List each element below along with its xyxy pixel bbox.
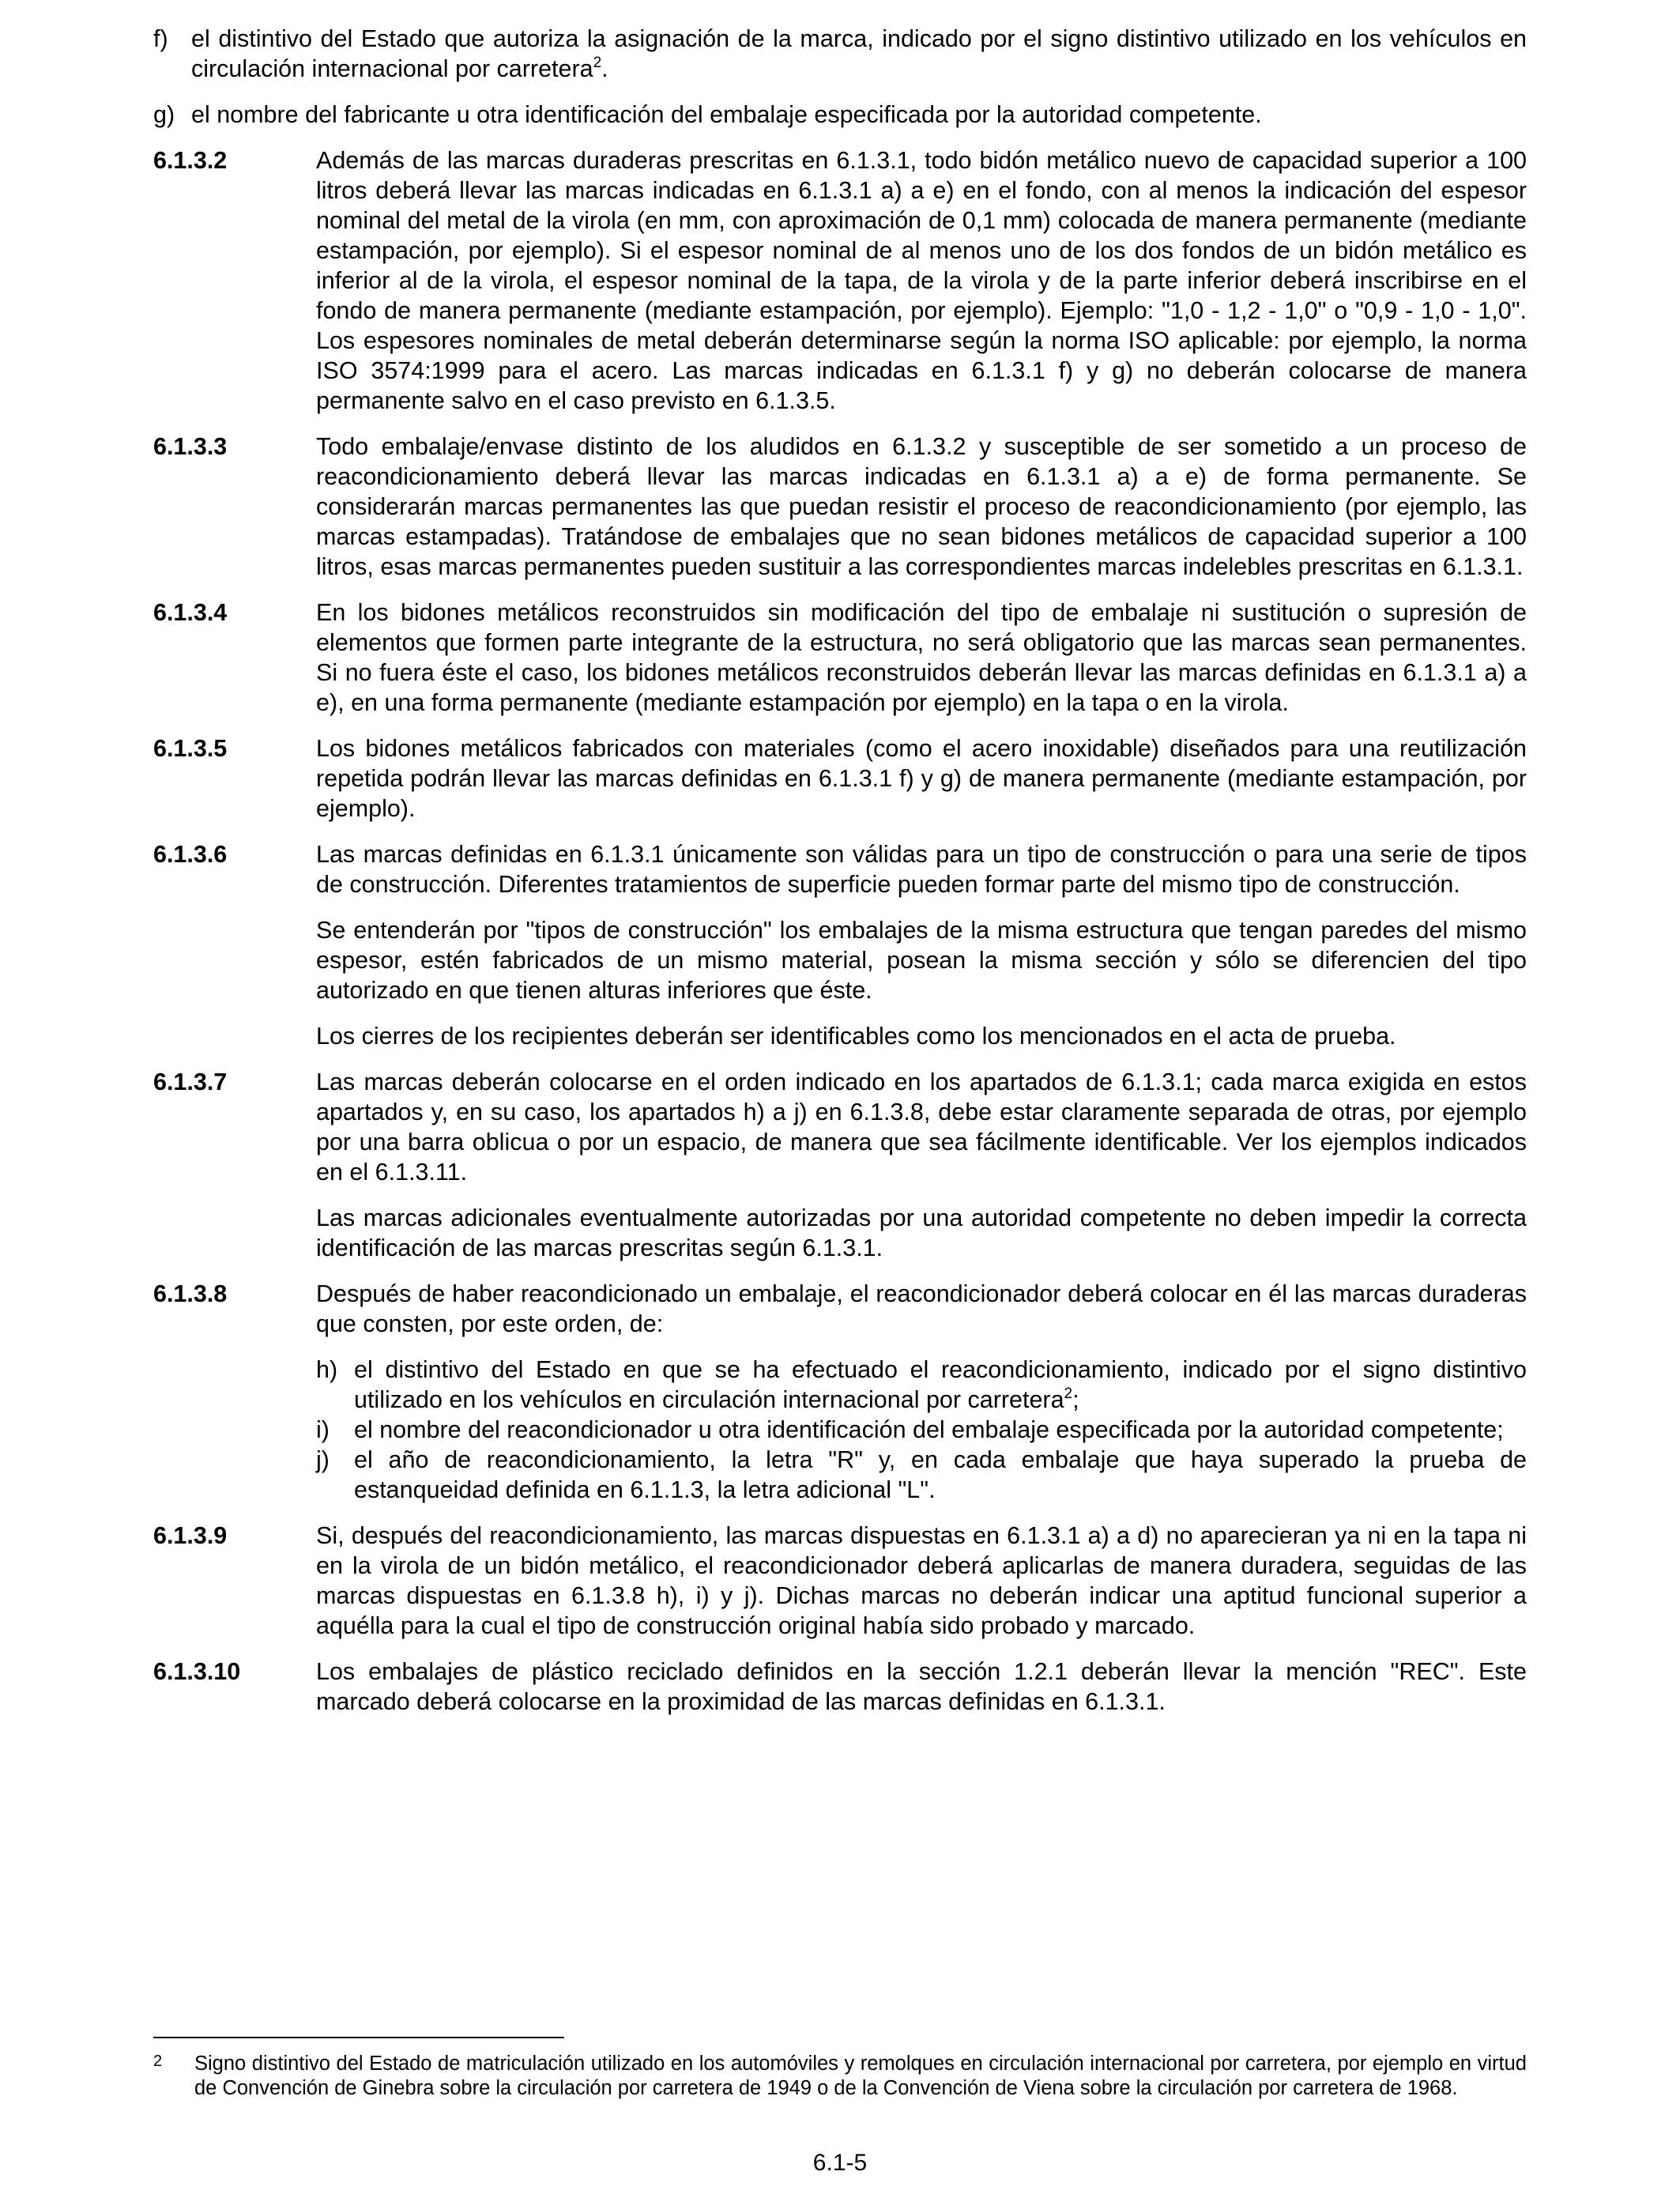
list-item-f xyxy=(153,24,1527,84)
section-6-1-3-2 xyxy=(153,145,1527,416)
section-number: 6.1.3.2 xyxy=(153,147,228,174)
paragraph: Las marcas deberán colocarse en el orden indicado en los apartados de 6.1.3.1; cada marca exigida en estos apartados y, en su caso, los apartados h) a j) en 6.1.3.8, debe estar claramente separada de otras, por ejemplo por una barra oblicua o por un espacio, de manera que sea fácilmente identificable. Ver los ejemplos indicados en el 6.1.3.11. xyxy=(316,1069,1527,1186)
item-text: el año de reacondicionamiento, la letra "R" y, en cada embalaje que haya superado la prueba de estanqueidad definida en 6.1.1.3, la letra adicional "L". xyxy=(354,1446,1527,1503)
paragraph: Las marcas definidas en 6.1.3.1 únicamente son válidas para un tipo de construcción o para una serie de tipos de construcción. Diferentes tratamientos de superficie pueden formar parte del mismo tipo de construcción. xyxy=(316,841,1527,898)
footnote-number: 2 xyxy=(153,2053,163,2070)
section-6-1-3-4 xyxy=(153,598,1527,718)
footnote xyxy=(153,2052,1527,2101)
item-tail: . xyxy=(601,55,608,82)
item-text: el nombre del reacondicionador u otra identificación del embalaje especificada por la autoridad competente; xyxy=(354,1416,1504,1443)
paragraph: Los cierres de los recipientes deberán ser identificables como los mencionados en el acta de prueba. xyxy=(316,1023,1396,1050)
section-number: 6.1.3.9 xyxy=(153,1522,228,1549)
list-item-i xyxy=(316,1415,1527,1445)
section-6-1-3-8 xyxy=(153,1279,1527,1505)
section-6-1-3-7 xyxy=(153,1067,1527,1263)
paragraph: Todo embalaje/envase distinto de los aludidos en 6.1.3.2 y susceptible de ser sometido a un proceso de reacondicionamiento deberá llevar las marcas indicadas en 6.1.3.1 a) a e) de forma permanente. Se considerarán marcas permanentes las que puedan resistir el proceso de reacondicionamiento (por ejemplo, las marcas estampadas). Tratándose de embalajes que no sean bidones metálicos de capacidad superior a 100 litros, esas marcas permanentes pueden sustituir a las correspondientes marcas indelebles prescritas en 6.1.3.1. xyxy=(316,433,1527,580)
section-number: 6.1.3.6 xyxy=(153,841,228,868)
paragraph: Los embalajes de plástico reciclado definidos en la sección 1.2.1 deberán llevar la mención "REC". Este marcado deberá colocarse en la proximidad de las marcas definidas en 6.1.3.1. xyxy=(316,1658,1527,1715)
paragraph: Además de las marcas duraderas prescritas en 6.1.3.1, todo bidón metálico nuevo de capacidad superior a 100 litros deberá llevar las marcas indicadas en 6.1.3.1 a) a e) en el fondo, con al menos la indicación del espesor nominal del metal de la virola (en mm, con aproximación de 0,1 mm) colocada de manera permanente (mediante estampación, por ejemplo). Si el espesor nominal de al menos uno de los dos fondos de un bidón metálico es inferior al de la virola, el espesor nominal de la tapa, de la virola y de la parte inferior deberá inscribirse en el fondo de manera permanente (mediante estampación, por ejemplo). Ejemplo: "1,0 - 1,2 - 1,0" o "0,9 - 1,0 - 1,0". Los espesores nominales de metal deberán determinarse según la norma ISO aplicable: por ejemplo, la norma ISO 3574:1999 para el acero. Las marcas indicadas en 6.1.3.1 f) y g) no deberán colocarse de manera permanente salvo en el caso previsto en 6.1.3.5. xyxy=(316,147,1527,414)
section-number: 6.1.3.3 xyxy=(153,433,228,460)
section-6-1-3-6 xyxy=(153,839,1527,1051)
section-number: 6.1.3.5 xyxy=(153,735,228,762)
item-text: el distintivo del Estado en que se ha efectuado el reacondicionamiento, indicado por el signo distintivo utilizado en los vehículos en circulación internacional por carretera xyxy=(354,1356,1527,1413)
paragraph: Si, después del reacondicionamiento, las marcas dispuestas en 6.1.3.1 a) a d) no aparecieran ya ni en la tapa ni en la virola de un bidón metálico, el reacondicionador deberá aplicarlas de manera duradera, seguidas de las marcas dispuestas en 6.1.3.8 h), i) y j). Dichas marcas no deberán indicar una aptitud funcional superior a aquélla para la cual el tipo de construcción original había sido probado y marcado. xyxy=(316,1522,1527,1639)
page-number: 6.1-5 xyxy=(812,2150,868,2176)
item-text: el distintivo del Estado que autoriza la asignación de la marca, indicado por el signo distintivo utilizado en los vehículos en circulación internacional por carretera xyxy=(191,25,1527,82)
footnote-ref: 2 xyxy=(593,55,602,71)
item-label: h) xyxy=(316,1356,338,1383)
item-label: i) xyxy=(316,1416,330,1443)
list-item-j xyxy=(316,1445,1527,1505)
list-item-g xyxy=(153,100,1527,130)
item-tail: ; xyxy=(1072,1386,1079,1413)
section-6-1-3-10 xyxy=(153,1657,1527,1717)
paragraph: Después de haber reacondicionado un embalaje, el reacondicionador deberá colocar en él las marcas duraderas que consten, por este orden, de: xyxy=(316,1280,1527,1337)
footnote-ref: 2 xyxy=(1064,1385,1073,1402)
section-number: 6.1.3.10 xyxy=(153,1658,241,1685)
footnote-text: Signo distintivo del Estado de matriculación utilizado en los automóviles y remolques en circulación internacional por carretera, por ejemplo en virtud de Convención de Ginebra sobre la circulación por carretera de 1949 o de la Convención de Viena sobre la circulación por carretera de 1968. xyxy=(194,2053,1527,2099)
item-list xyxy=(316,1355,1527,1505)
item-label: j) xyxy=(316,1446,330,1473)
section-number: 6.1.3.8 xyxy=(153,1280,228,1307)
paragraph: Las marcas adicionales eventualmente autorizadas por una autoridad competente no deben impedir la correcta identificación de las marcas prescritas según 6.1.3.1. xyxy=(316,1204,1527,1261)
footnote-separator xyxy=(153,2037,564,2038)
section-6-1-3-3 xyxy=(153,432,1527,582)
section-number: 6.1.3.4 xyxy=(153,599,228,626)
section-6-1-3-5 xyxy=(153,733,1527,824)
section-number: 6.1.3.7 xyxy=(153,1069,228,1095)
section-6-1-3-9 xyxy=(153,1521,1527,1641)
item-text: el nombre del fabricante u otra identificación del embalaje especificada por la autoridad competente. xyxy=(191,101,1262,128)
document-body xyxy=(153,24,1527,1732)
paragraph: Se entenderán por "tipos de construcción" los embalajes de la misma estructura que tengan paredes del mismo espesor, estén fabricados de un mismo material, posean la misma sección y sólo se diferencien del tipo autorizado en que tienen alturas inferiores que éste. xyxy=(316,917,1527,1004)
top-item-list xyxy=(153,24,1527,130)
item-label: f) xyxy=(153,25,168,52)
list-item-h xyxy=(316,1355,1527,1415)
item-label: g) xyxy=(153,101,175,128)
paragraph: Los bidones metálicos fabricados con materiales (como el acero inoxidable) diseñados para una reutilización repetida podrán llevar las marcas definidas en 6.1.3.1 f) y g) de manera permanente (mediante estampación, por ejemplo). xyxy=(316,735,1527,822)
paragraph: En los bidones metálicos reconstruidos sin modificación del tipo de embalaje ni sustitución o supresión de elementos que formen parte integrante de la estructura, no será obligatorio que las marcas sean permanentes. Si no fuera éste el caso, los bidones metálicos reconstruidos deberán llevar las marcas definidas en 6.1.3.1 a) a e), en una forma permanente (mediante estampación por ejemplo) en la tapa o en la virola. xyxy=(316,599,1527,716)
